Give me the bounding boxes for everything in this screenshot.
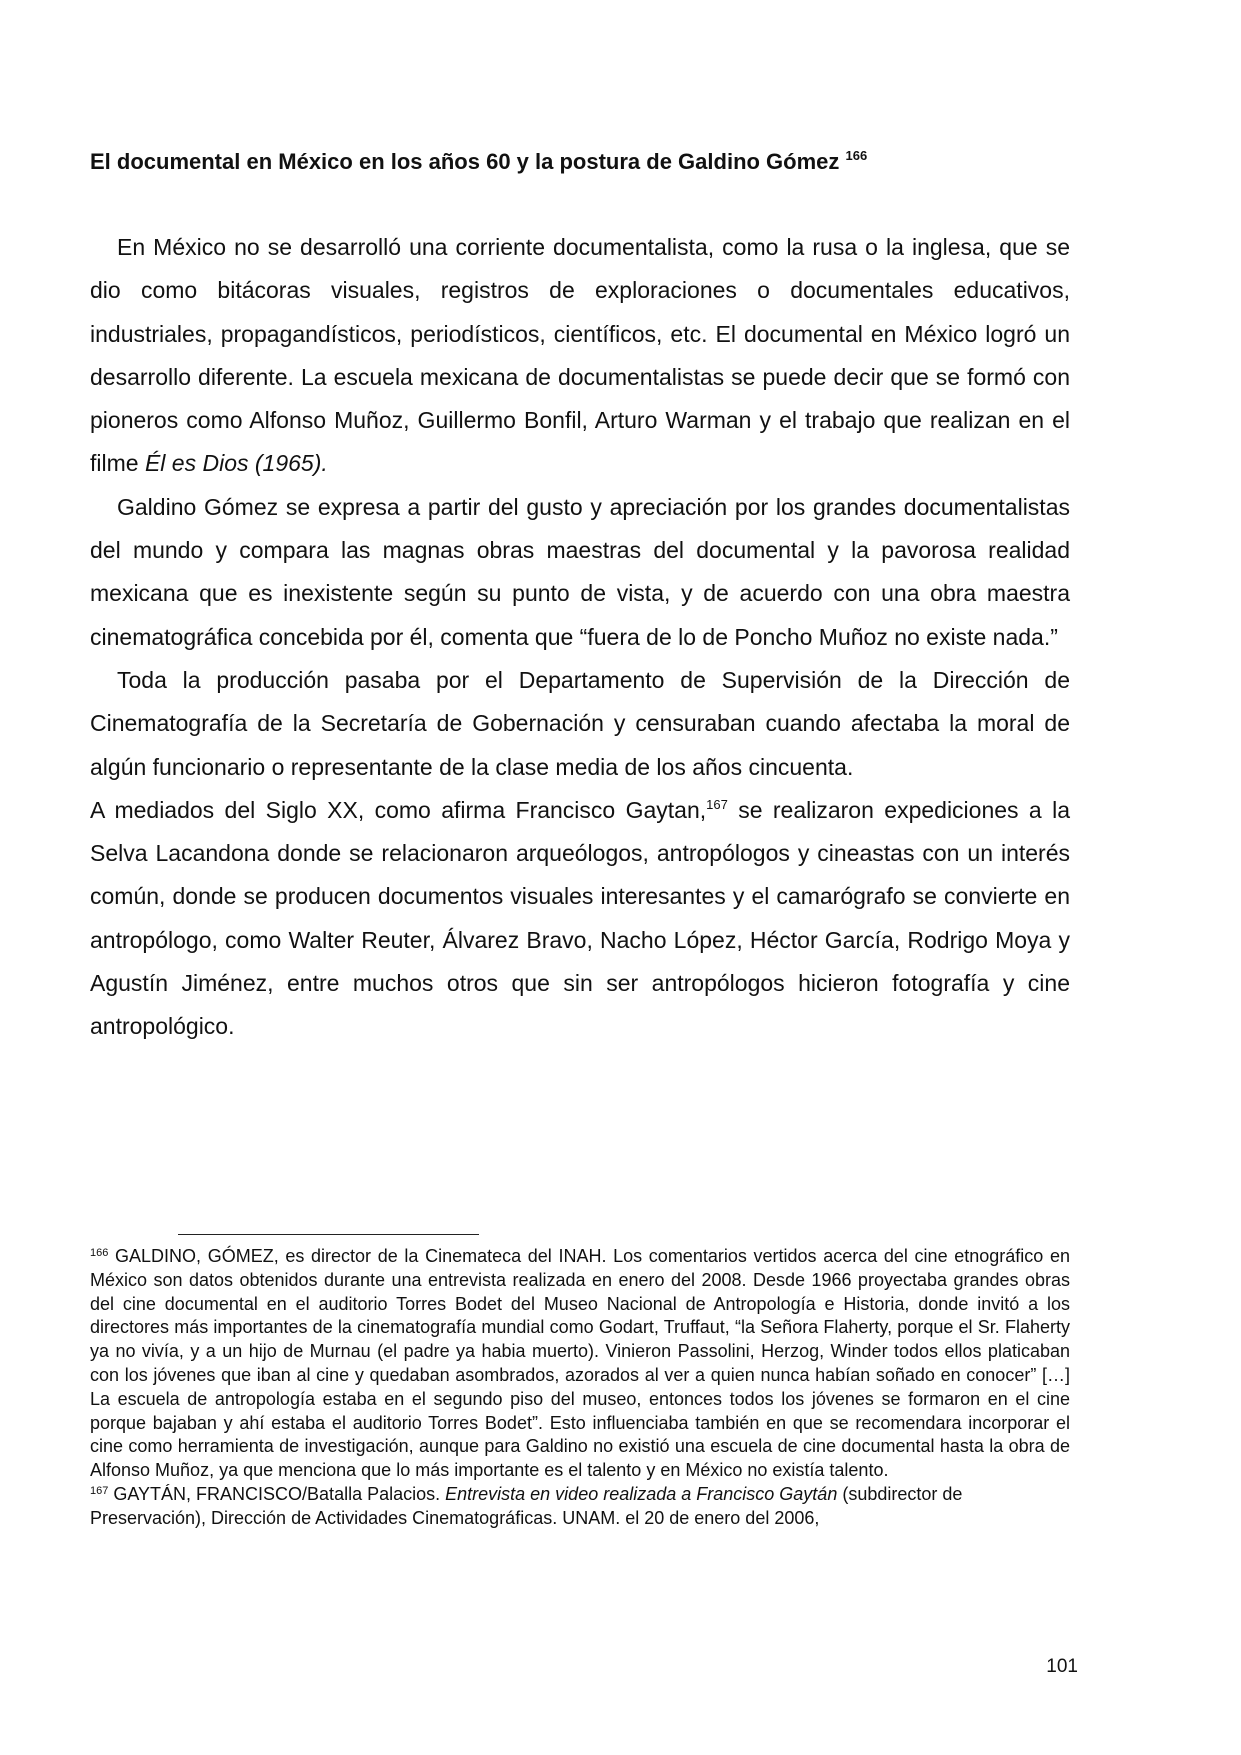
footnote-ref-166: 166 [845,148,868,163]
footnote-167-rest: (subdirector de Preservación), Dirección de Actividades Cinematográficas. UNAM. el 20 de enero del 2006, [90,1483,963,1528]
footnote-166-number: 166 [90,1247,109,1259]
paragraph-4-lead: A mediados del Siglo XX, como afirma Francisco Gaytan, [90,796,707,823]
paragraph-3: Toda la producción pasaba por el Departamento de Supervisión de la Dirección de Cinematografía de la Secretaría de Gobernación y censuraban cuando afectaba la moral de algún funcionario o representante de la clase media de los años cincuenta. [90,666,1070,780]
section-title-text: El documental en México en los años 60 y la postura de Galdino Gómez [90,149,846,174]
footnote-167-title: Entrevista en video realizada a Francisco Gaytán [445,1483,838,1504]
footnote-166 [90,1245,1070,1483]
paragraph-1-text: En México no se desarrolló una corriente documentalista, como la rusa o la inglesa, que se dio como bitácoras visuales, registros de exploraciones o documentales educativos, industriales, propagandísticos, periodísticos, científicos, etc. El documental en México logró un desarrollo diferente. La escuela mexicana de documentalistas se puede decir que se formó con pioneros como Alfonso Muñoz, Guillermo Bonfil, Arturo Warman y el trabajo que realizan en el filme [90,234,1070,477]
footnote-167-lead: GAYTÁN, FRANCISCO/Batalla Palacios. [108,1483,446,1504]
paragraph-4 [90,789,1070,1049]
paragraph-2: Galdino Gómez se expresa a partir del gusto y apreciación por los grandes documentalistas del mundo y compara las magnas obras maestras del documental y la pavorosa realidad mexicana que es inexistente según su punto de vista, y de acuerdo con una obra maestra cinematográfica concebida por él, comenta que “fuera de lo de Poncho Muñoz no existe nada.” [90,493,1070,650]
footnote-167-number: 167 [90,1484,109,1497]
paragraph-1 [90,226,1070,486]
body-text [90,226,1070,1049]
footnote-167 [90,1483,1070,1531]
film-title: Él es Dios (1965). [144,450,328,477]
footnotes [90,1245,1070,1531]
paragraph-4-rest: se realizaron expediciones a la Selva Lacandona donde se relacionaron arqueólogos, antropólogos y cineastas con un interés común, donde se producen documentos visuales interesantes y el camarógrafo se convierte en antropólogo, como Walter Reuter, Álvarez Bravo, Nacho López, Héctor García, Rodrigo Moya y Agustín Jiménez, entre muchos otros que sin ser antropólogos hicieron fotografía y cine antropológico. [90,796,1070,1040]
footnote-separator [178,1234,479,1235]
page-number: 101 [1046,1656,1078,1677]
footnote-ref-167: 167 [706,796,728,812]
footnote-166-text: GALDINO, GÓMEZ, es director de la Cinemateca del INAH. Los comentarios vertidos acerca del cine etnográfico en México son datos obtenidos durante una entrevista realizada en enero del 2008. Desde 1966 proyectaba grandes obras del cine documental en el auditorio Torres Bodet del Museo Nacional de Antropología e Historia, donde invitó a los directores más importantes de la cinematografía mundial como Godart, Truffaut, “la Señora Flaherty, porque el Sr. Flaherty ya no vivía, y a un hijo de Murnau (el padre ya habia muerto). Vinieron Passolini, Herzog, Winder todos ellos platicaban con los jóvenes que iban al cine y quedaban asombrados, azorados al ver a quien nunca habían soñado en conocer” […] La escuela de antropología estaba en el segundo piso del museo, entonces todos los jóvenes se formaron en el cine porque bajaban y ahí estaba el auditorio Torres Bodet”. Esto influenciaba también en que se recomendara incorporar el cine como herramienta de investigación, aunque para Galdino no existió una escuela de cine documental hasta la obra de Alfonso Muñoz, ya que menciona que lo más importante es el talento y en México no existía talento. [90,1246,1070,1481]
section-title [90,147,1090,177]
